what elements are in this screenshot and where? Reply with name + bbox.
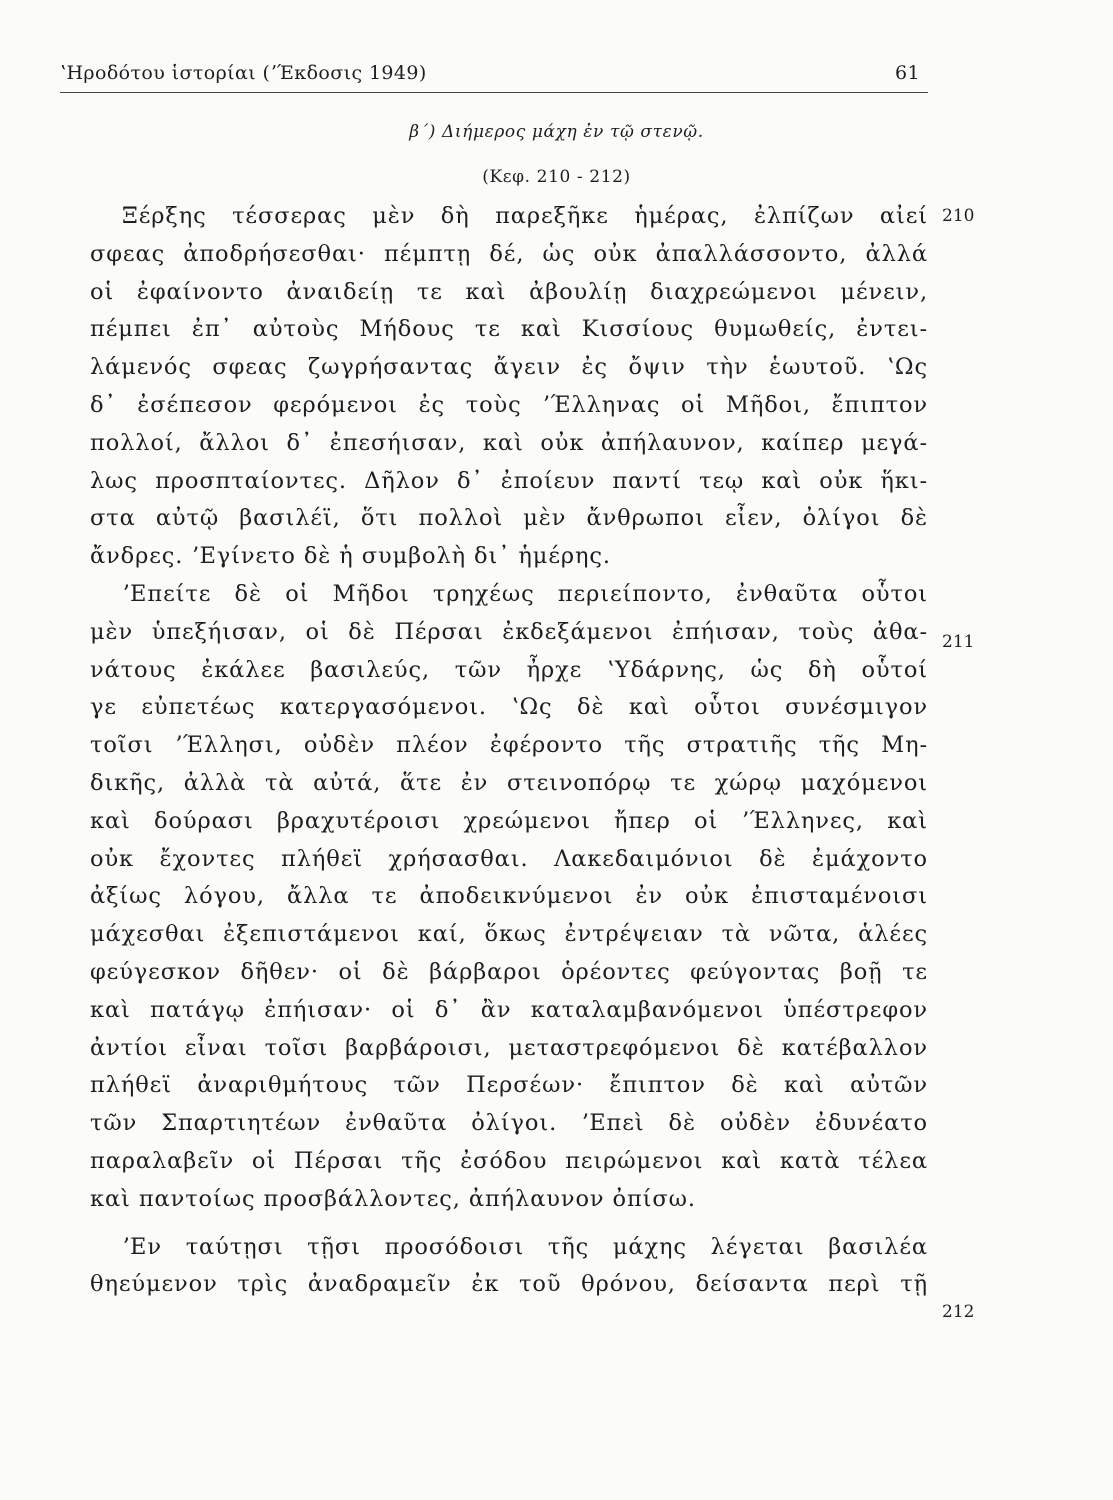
margin-number-211: 211 bbox=[942, 632, 975, 652]
text-line: λάμενός σφεας ζωγρήσαντας ἄγειν ἐς ὄψιν τὴν ἑωυτοῦ. ʽΩς bbox=[90, 354, 928, 381]
text-line: μὲν ὑπεξήισαν, οἱ δὲ Πέρσαι ἐκδεξάμενοι ἐπήισαν, τοὺς ἀθα- bbox=[90, 618, 928, 645]
text-line: τοῖσι ʼΈλλησι, οὐδὲν πλέον ἐφέροντο τῆς στρατιῆς τῆς Μη- bbox=[90, 732, 928, 759]
text-line: ἀξίως λόγου, ἄλλα τε ἀποδεικνύμενοι ἐν οὐκ ἐπισταμένοισι bbox=[90, 883, 928, 910]
text-line: παραλαβεῖν οἱ Πέρσαι τῆς ἐσόδου πειρώμενοι καὶ κατὰ τέλεα bbox=[90, 1147, 928, 1174]
text-line: δικῆς, ἀλλὰ τὰ αὐτά, ἅτε ἐν στεινοπόρῳ τε χώρῳ μαχόμενοι bbox=[90, 769, 928, 796]
running-head bbox=[60, 62, 928, 93]
text-line: φεύγεσκον δῆθεν· οἱ δὲ βάρβαροι ὁρέοντες φεύγοντας βοῇ τε bbox=[90, 958, 928, 985]
text-line: οὐκ ἔχοντες πλήθεϊ χρήσασθαι. Λακεδαιμόνιοι δὲ ἐμάχοντο bbox=[90, 845, 928, 872]
text-line: πολλοί, ἄλλοι δ᾽ ἐπεσήισαν, καὶ οὐκ ἀπήλαυνον, καίπερ μεγά- bbox=[90, 429, 928, 456]
text-line: στα αὐτῷ βασιλέϊ, ὅτι πολλοὶ μὲν ἄνθρωποι εἶεν, ὀλίγοι δὲ bbox=[90, 505, 928, 532]
text-line: ἄνδρες. ʼΕγίνετο δὲ ἡ συμβολὴ δι᾽ ἡμέρης. bbox=[90, 543, 611, 570]
text-line: θηεύμενον τρὶς ἀναδραμεῖν ἐκ τοῦ θρόνου, δείσαντα περὶ τῇ bbox=[90, 1271, 928, 1298]
text-line: λως προσπταίοντες. Δῆλον δ᾽ ἐποίευν παντί τεῳ καὶ οὐκ ἥκι- bbox=[90, 467, 928, 494]
text-line: γε εὐπετέως κατεργασόμενοι. ʽΩς δὲ καὶ οὗτοι συνέσμιγον bbox=[90, 694, 928, 721]
text-line: ʼΕπείτε δὲ οἱ Μῆδοι τρηχέως περιείποντο, ἐνθαῦτα οὗτοι bbox=[122, 580, 928, 607]
running-title: ʽΗροδότου ἱστορίαι (ʼΈκδοσις 1949) bbox=[60, 62, 427, 84]
paragraph bbox=[90, 576, 928, 1219]
text-line: δ᾽ ἐσέπεσον φερόμενοι ἐς τοὺς ʼΈλληνας οἱ Μῆδοι, ἔπιπτον bbox=[90, 391, 928, 418]
text-line: νάτους ἐκάλεε βασιλεύς, τῶν ἦρχε ʽΥδάρνης, ὡς δὴ οὗτοί bbox=[90, 656, 928, 683]
text-line: πλήθεϊ ἀναριθμήτους τῶν Περσέων· ἔπιπτον δὲ καὶ αὐτῶν bbox=[90, 1072, 928, 1099]
text-line: ʼΕν ταύτῃσι τῇσι προσόδοισι τῆς μάχης λέγεται βασιλέα bbox=[122, 1233, 928, 1260]
page-number: 61 bbox=[895, 62, 920, 84]
text-line: οἱ ἐφαίνοντο ἀναιδείῃ τε καὶ ἀβουλίῃ διαχρεώμενοι μένειν, bbox=[90, 278, 928, 305]
text-line: καὶ δούρασι βραχυτέροισι χρεώμενοι ἤπερ οἱ ʼΈλληνες, καὶ bbox=[90, 807, 928, 834]
margin-number-212: 212 bbox=[942, 1302, 975, 1322]
section-heading: β΄) Διήμερος μάχη ἐν τῷ στενῷ. bbox=[409, 122, 704, 142]
body-text bbox=[90, 198, 928, 1304]
text-line: καὶ πατάγῳ ἐπήισαν· οἱ δ᾽ ἂν καταλαμβανόμενοι ὑπέστρεφον bbox=[90, 996, 928, 1023]
margin-number-210: 210 bbox=[942, 206, 975, 226]
chapter-range: (Κεφ. 210 - 212) bbox=[482, 167, 631, 187]
text-line: ἀντίοι εἶναι τοῖσι βαρβάροισι, μεταστρεφόμενοι δὲ κατέβαλλον bbox=[90, 1034, 928, 1061]
text-line: τῶν Σπαρτιητέων ἐνθαῦτα ὀλίγοι. ʼΕπεὶ δὲ οὐδὲν ἐδυνέατο bbox=[90, 1110, 928, 1137]
paragraph bbox=[90, 1229, 928, 1305]
paragraph bbox=[90, 198, 928, 576]
text-line: πέμπει ἐπ᾽ αὐτοὺς Μήδους τε καὶ Κισσίους θυμωθείς, ἐντει- bbox=[90, 316, 928, 343]
text-line: σφεας ἀποδρήσεσθαι· πέμπτῃ δέ, ὡς οὐκ ἀπαλλάσσοντο, ἀλλά bbox=[90, 240, 928, 267]
text-line: Ξέρξης τέσσερας μὲν δὴ παρεξῆκε ἡμέρας, ἐλπίζων αἰεί bbox=[122, 203, 928, 229]
text-line: καὶ παντοίως προσβάλλοντες, ἀπήλαυνον ὀπίσω. bbox=[90, 1185, 696, 1212]
text-line: μάχεσθαι ἐξεπιστάμενοι καί, ὅκως ἐντρέψειαν τὰ νῶτα, ἁλέες bbox=[90, 921, 928, 948]
